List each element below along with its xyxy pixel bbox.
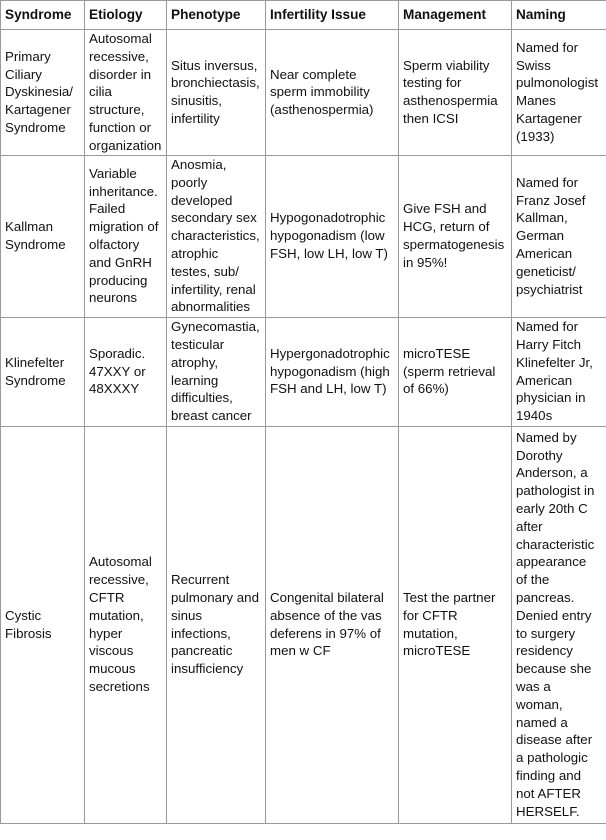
header-management: Management (399, 1, 512, 30)
header-row (1, 1, 606, 30)
cell-management: microTESE (sperm retrieval of 66%) (399, 317, 512, 426)
cell-naming: Named by Dorothy Anderson, a pathologist in early 20th C after characteristic appearance of the pancreas. Denied entry to surgery residency because she was a woman, named a disease after a pathologic finding and not AFTER HERSELF. (512, 426, 606, 823)
cell-syndrome: Kallman Syndrome (1, 155, 85, 317)
cell-phenotype: Recurrent pulmonary and sinus infections, pancreatic insufficiency (167, 426, 266, 823)
header-etiology: Etiology (85, 1, 167, 30)
cell-etiology: Autosomal recessive, CFTR mutation, hyper viscous mucous secretions (85, 426, 167, 823)
table-row (1, 426, 606, 823)
cell-management: Give FSH and HCG, return of spermatogenesis in 95%! (399, 155, 512, 317)
table-row (1, 30, 606, 156)
cell-infertility-issue: Hypergonadotrophic hypogonadism (high FSH and LH, low T) (266, 317, 399, 426)
cell-phenotype: Gynecomastia, testicular atrophy, learning difficulties, breast cancer (167, 317, 266, 426)
cell-syndrome: Primary Ciliary Dyskinesia/ Kartagener Syndrome (1, 30, 85, 156)
table-row (1, 317, 606, 426)
cell-naming: Named for Swiss pulmonologist Manes Kartagener (1933) (512, 30, 606, 156)
cell-management: Test the partner for CFTR mutation, microTESE (399, 426, 512, 823)
cell-infertility-issue: Congenital bilateral absence of the vas deferens in 97% of men w CF (266, 426, 399, 823)
cell-etiology: Variable inheritance. Failed migration of olfactory and GnRH producing neurons (85, 155, 167, 317)
cell-phenotype: Situs inversus, bronchiectasis, sinusitis, infertility (167, 30, 266, 156)
header-syndrome: Syndrome (1, 1, 85, 30)
cell-naming: Named for Harry Fitch Klinefelter Jr, American physician in 1940s (512, 317, 606, 426)
cell-management: Sperm viability testing for asthenospermia then ICSI (399, 30, 512, 156)
cell-syndrome: Klinefelter Syndrome (1, 317, 85, 426)
cell-infertility-issue: Hypogonadotrophic hypogonadism (low FSH, low LH, low T) (266, 155, 399, 317)
cell-etiology: Autosomal recessive, disorder in cilia structure, function or organization (85, 30, 167, 156)
header-phenotype: Phenotype (167, 1, 266, 30)
cell-phenotype: Anosmia, poorly developed secondary sex characteristics, atrophic testes, sub/ infertility, renal abnormalities (167, 155, 266, 317)
cell-naming: Named for Franz Josef Kallman, German American geneticist/ psychiatrist (512, 155, 606, 317)
table-row (1, 155, 606, 317)
cell-etiology: Sporadic. 47XXY or 48XXXY (85, 317, 167, 426)
header-naming: Naming (512, 1, 606, 30)
header-infertility-issue: Infertility Issue (266, 1, 399, 30)
cell-infertility-issue: Near complete sperm immobility (asthenospermia) (266, 30, 399, 156)
cell-syndrome: Cystic Fibrosis (1, 426, 85, 823)
